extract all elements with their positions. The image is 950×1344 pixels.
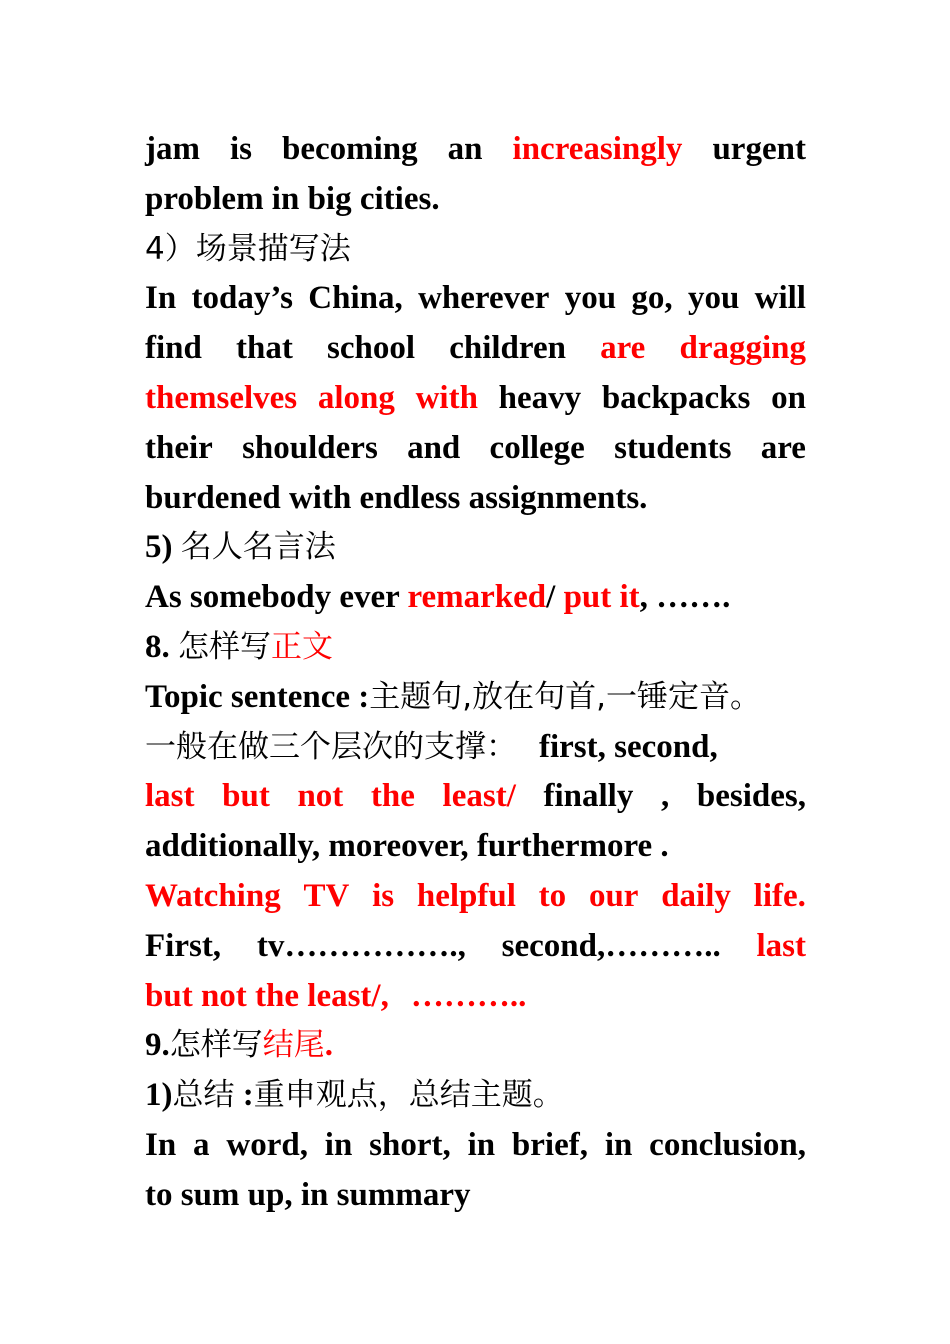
highlighted-text: to [538, 877, 567, 914]
text-segment: , [660, 778, 670, 815]
text-segment: besides, [696, 778, 806, 815]
highlighted-text: 结尾 [262, 1027, 325, 1064]
text-segment: find [145, 330, 202, 367]
text-line [145, 523, 806, 573]
highlighted-text: last [756, 927, 806, 964]
text-segment: word, [226, 1126, 308, 1163]
text-segment: brief, [511, 1126, 588, 1163]
highlighted-text: the [370, 778, 415, 815]
text-segment: : [234, 1077, 254, 1114]
text-segment: 总结 [172, 1077, 235, 1114]
text-segment: becoming [282, 131, 418, 167]
text-segment: to sum up, in summary [145, 1176, 471, 1213]
text-line [145, 623, 806, 673]
text-line [145, 872, 806, 922]
highlighted-text: . [324, 1027, 333, 1064]
text-segment: in [467, 1126, 496, 1163]
text-line [145, 1021, 806, 1071]
text-segment: in [604, 1126, 633, 1163]
text-line [145, 822, 806, 872]
text-segment: / [546, 579, 564, 616]
text-line [145, 474, 806, 524]
text-segment: today’s [191, 280, 293, 317]
document-page [145, 125, 806, 1221]
text-line [145, 324, 806, 374]
text-segment: conclusion, [649, 1126, 806, 1163]
text-segment: burdened with endless assignments. [145, 479, 648, 516]
text-segment: additionally, moreover, furthermore . [145, 828, 669, 865]
text-segment: , ……. [639, 579, 731, 616]
text-line [145, 673, 806, 723]
text-segment: problem in big cities. [145, 180, 440, 217]
text-segment: 4）场景描写法 [145, 230, 351, 267]
text-segment: 5) [145, 529, 181, 566]
text-segment: finally [543, 778, 634, 815]
text-line [145, 972, 806, 1022]
text-segment: China, [308, 280, 403, 317]
text-segment: short, [369, 1126, 451, 1163]
text-line [145, 772, 806, 822]
text-segment: First, [145, 927, 222, 964]
text-segment: children [449, 330, 566, 367]
text-line [145, 374, 806, 424]
text-segment: jam [145, 131, 200, 167]
highlighted-text: TV [303, 877, 350, 914]
text-segment: are [760, 429, 806, 466]
text-segment: you [564, 280, 617, 317]
highlighted-text: life. [753, 877, 806, 914]
text-segment: 9. [145, 1027, 170, 1064]
text-segment: students [614, 429, 732, 466]
text-segment: 一般在做三个层次的支撑： [145, 728, 517, 765]
highlighted-text: put it [563, 579, 640, 616]
text-line [145, 424, 806, 474]
text-segment: is [229, 131, 252, 167]
text-segment: 重申观点，总结主题。 [253, 1077, 564, 1114]
text-segment: 怎样写 [169, 1027, 263, 1064]
text-segment: As somebody ever [145, 579, 408, 616]
text-segment: that [236, 330, 293, 367]
highlighted-text: last [145, 778, 195, 815]
text-line [145, 274, 806, 324]
highlighted-text: Watching [145, 877, 281, 914]
text-segment: a [193, 1126, 210, 1163]
text-line [145, 573, 806, 623]
highlighted-text: our [588, 877, 639, 914]
text-segment: in [324, 1126, 353, 1163]
text-line [145, 125, 806, 175]
highlighted-text: remarked [407, 579, 547, 616]
highlighted-text: least/ [442, 778, 516, 815]
highlighted-text: helpful [416, 877, 516, 914]
text-segment: heavy [498, 379, 582, 416]
highlighted-text: themselves [145, 379, 298, 416]
text-line [145, 723, 806, 773]
text-segment: urgent [712, 131, 806, 167]
text-line [145, 175, 806, 225]
text-segment: tv……………., [256, 927, 466, 964]
text-segment: 1) [145, 1077, 173, 1114]
text-segment: Topic sentence : [145, 678, 370, 715]
text-segment: 怎样写 [178, 628, 271, 665]
text-line [145, 225, 806, 275]
highlighted-text: are [600, 330, 646, 367]
text-segment: you [687, 280, 740, 317]
text-segment: and [407, 429, 461, 466]
text-segment: wherever [418, 280, 550, 317]
highlighted-text: increasingly [512, 131, 683, 167]
text-segment: school [327, 330, 416, 367]
text-segment: an [447, 131, 483, 167]
highlighted-text: but [222, 778, 270, 815]
highlighted-text: is [372, 877, 395, 914]
text-segment: In [145, 280, 177, 317]
text-segment: In [145, 1126, 177, 1163]
text-line [145, 1071, 806, 1121]
text-segment: 8. [145, 628, 178, 665]
text-segment: 名人名言法 [180, 529, 336, 566]
highlighted-text: dragging [679, 330, 806, 367]
text-segment: will [754, 280, 806, 317]
text-segment: college [489, 429, 585, 466]
text-segment: go, [631, 280, 673, 317]
text-line [145, 1121, 806, 1171]
highlighted-text: but not the least/, [145, 977, 389, 1014]
highlighted-text: along [317, 379, 395, 416]
highlighted-text: daily [661, 877, 731, 914]
text-segment: first, second, [539, 728, 718, 765]
text-segment: backpacks [601, 379, 751, 416]
text-line [145, 1171, 806, 1221]
highlighted-text: ……….. [410, 977, 527, 1014]
text-segment: shoulders [242, 429, 378, 466]
text-line [145, 922, 806, 972]
text-segment: second,……….. [501, 927, 721, 964]
highlighted-text: with [415, 379, 478, 416]
text-segment: on [771, 379, 806, 416]
text-segment: 主题句,放在句首,一锤定音。 [369, 678, 761, 715]
highlighted-text: not [297, 778, 344, 815]
highlighted-text: 正文 [271, 628, 333, 665]
text-segment: their [145, 429, 213, 466]
